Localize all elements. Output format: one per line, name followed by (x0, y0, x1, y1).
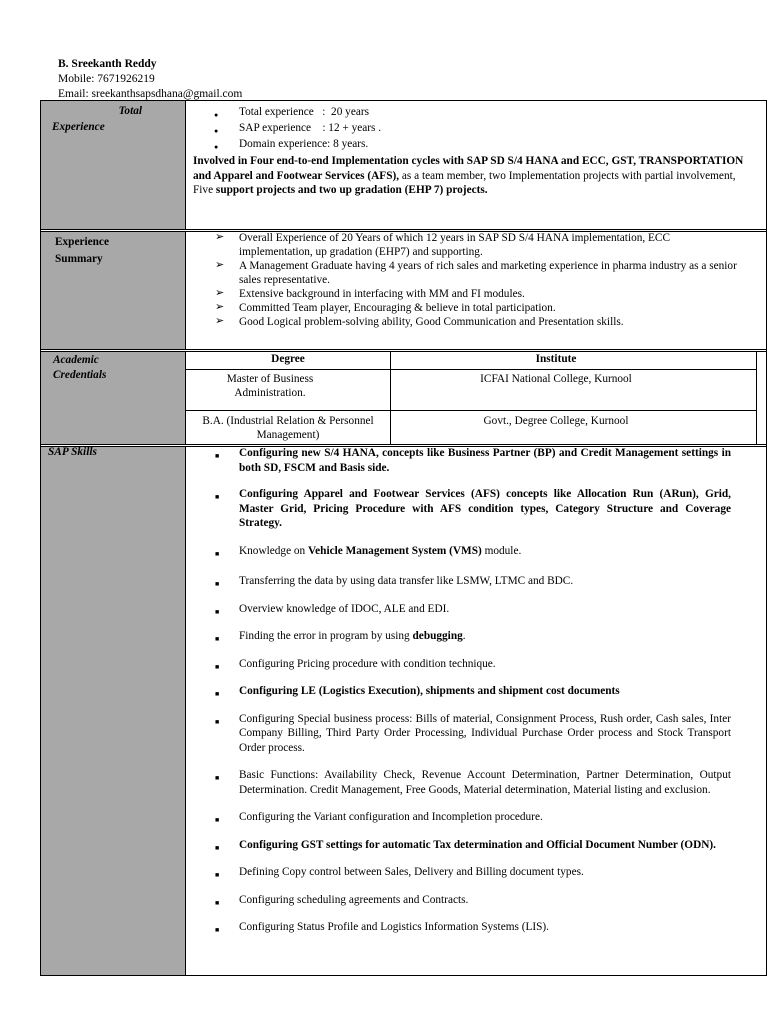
institute-cell: Govt., Degree College, Kurnool (483, 415, 629, 427)
list-item: ■ Configuring the Variant configuration and Incompletion procedure. (239, 810, 731, 825)
academic-grid-line (186, 410, 756, 411)
divider (40, 444, 767, 445)
list-item: ■ Transferring the data by using data transfer like LSMW, LTMC and BDC. (239, 574, 731, 589)
list-item: ■ Configuring scheduling agreements and Contracts. (239, 893, 731, 908)
list-item (239, 629, 731, 644)
divider (40, 229, 767, 230)
skill-text: Vehicle Management System (VMS) (308, 544, 482, 557)
skill-text: Configuring new S/4 HANA, concepts like Business Partner (BP) and Credit Management settings in both SD, FSCM and Basis side. (239, 447, 731, 474)
label-total-experience (52, 103, 172, 135)
skills-list (239, 446, 731, 935)
label-experience-summary (55, 234, 109, 268)
col-header-institute: Institute (535, 353, 577, 365)
label-line: Summary (55, 253, 103, 265)
academic-grid-line (186, 369, 756, 370)
label-line: Academic (53, 354, 99, 366)
list-item: ■ Configuring Special business process: Bills of material, Consignment Process, Rush order, Cash sales, Inter Company Billing, Third Party Order Processing, Individual Purchase Order process and Stock Transport Order process. (239, 712, 731, 756)
skill-text: Finding the error in program by using (239, 630, 413, 642)
experience-summary-content (239, 231, 744, 329)
total-experience-content (193, 104, 748, 198)
sidebar-sap-skills (41, 446, 186, 975)
sap-skills-content (239, 446, 731, 935)
skill-text: Configuring LE (Logistics Execution), shipments and shipment cost documents (239, 685, 620, 697)
resume-header (58, 57, 242, 102)
skill-text: . (462, 630, 466, 642)
email-label: Email: (58, 88, 92, 100)
label-academic (53, 353, 106, 383)
degree-cell: B.A. (Industrial Relation & Personnel Management) (202, 415, 374, 441)
candidate-name: B. Sreekanth Reddy (58, 58, 157, 70)
skill-text: Knowledge on (239, 544, 309, 557)
list-item (239, 544, 731, 559)
para-bold: Involved in Four end-to-end Implementation cycles with SAP SD S/4 HANA and ECC, GST, TRANSPORTATION and Apparel and Footwear Services (AFS), (193, 155, 744, 182)
list-item: ➢ Overall Experience of 20 Years of which 12 years in SAP SD S/4 HANA implementation, ECC implementation, up gradation (EHP7) and supporting. (239, 231, 744, 259)
divider (40, 349, 767, 350)
list-item: ➢ Committed Team player, Encouraging & believe in total participation. (239, 301, 744, 315)
email-link[interactable]: sreekanthsapsdhana@gmail.com (91, 88, 243, 100)
label-line: Total (118, 105, 142, 117)
list-item: ■ Configuring Pricing procedure with condition technique. (239, 657, 731, 672)
list-item (239, 446, 731, 475)
label-line: Experience (55, 236, 109, 248)
experience-bullets (239, 104, 748, 152)
skill-text: Configuring GST settings for automatic Tax determination and Official Document Number (ODN). (239, 838, 716, 851)
list-item: ■ Defining Copy control between Sales, Delivery and Billing document types. (239, 865, 731, 880)
implementation-paragraph (193, 154, 748, 198)
list-item: ➢ A Management Graduate having 4 years of rich sales and marketing experience in pharma industry as a senior sales representative. (239, 259, 744, 287)
col-header-degree: Degree (271, 353, 305, 365)
mobile-number: Mobile: 7671926219 (58, 73, 155, 85)
list-item (239, 487, 731, 531)
list-item (239, 684, 731, 699)
list-item: ● SAP experience : 12 + years . (239, 120, 748, 136)
list-item: ■ Overview knowledge of IDOC, ALE and EDI. (239, 602, 731, 617)
list-item: ■ Basic Functions: Availability Check, Revenue Account Determination, Partner Determination, Output Determination. Credit Management, Free Goods, Material determination, Material listing and exclusion. (239, 768, 731, 797)
summary-list (239, 231, 744, 329)
para-text: as a team member, two Implementation projects with partial involvement, Five (193, 169, 736, 196)
label-sap-skills: SAP Skills (48, 446, 97, 458)
list-item: ● Domain experience: 8 years. (239, 136, 748, 152)
list-item (239, 838, 731, 853)
academic-grid-line (756, 351, 757, 444)
skill-text: debugging (412, 630, 463, 642)
para-bold: support projects and two up gradation (EHP 7) projects. (215, 184, 488, 196)
institute-cell: ICFAI National College, Kurnool (480, 373, 632, 385)
list-item: ● Total experience : 20 years (239, 104, 748, 120)
label-line: Credentials (53, 369, 107, 381)
degree-cell: Master of Business Administration. (226, 373, 314, 399)
list-item: ■ Configuring Status Profile and Logistics Information Systems (LIS). (239, 920, 731, 935)
list-item: ➢ Good Logical problem-solving ability, Good Communication and Presentation skills. (239, 315, 744, 329)
list-item: ➢ Extensive background in interfacing with MM and FI modules. (239, 287, 744, 301)
label-line: Experience (52, 121, 105, 133)
skill-text: Configuring Apparel and Footwear Services (AFS) concepts like Allocation Run (ARun), Grid, Master Grid, Pricing Procedure with AFS condition types, Category Structure and Coverage Strategy. (239, 488, 731, 529)
skill-text: module. (481, 544, 522, 557)
